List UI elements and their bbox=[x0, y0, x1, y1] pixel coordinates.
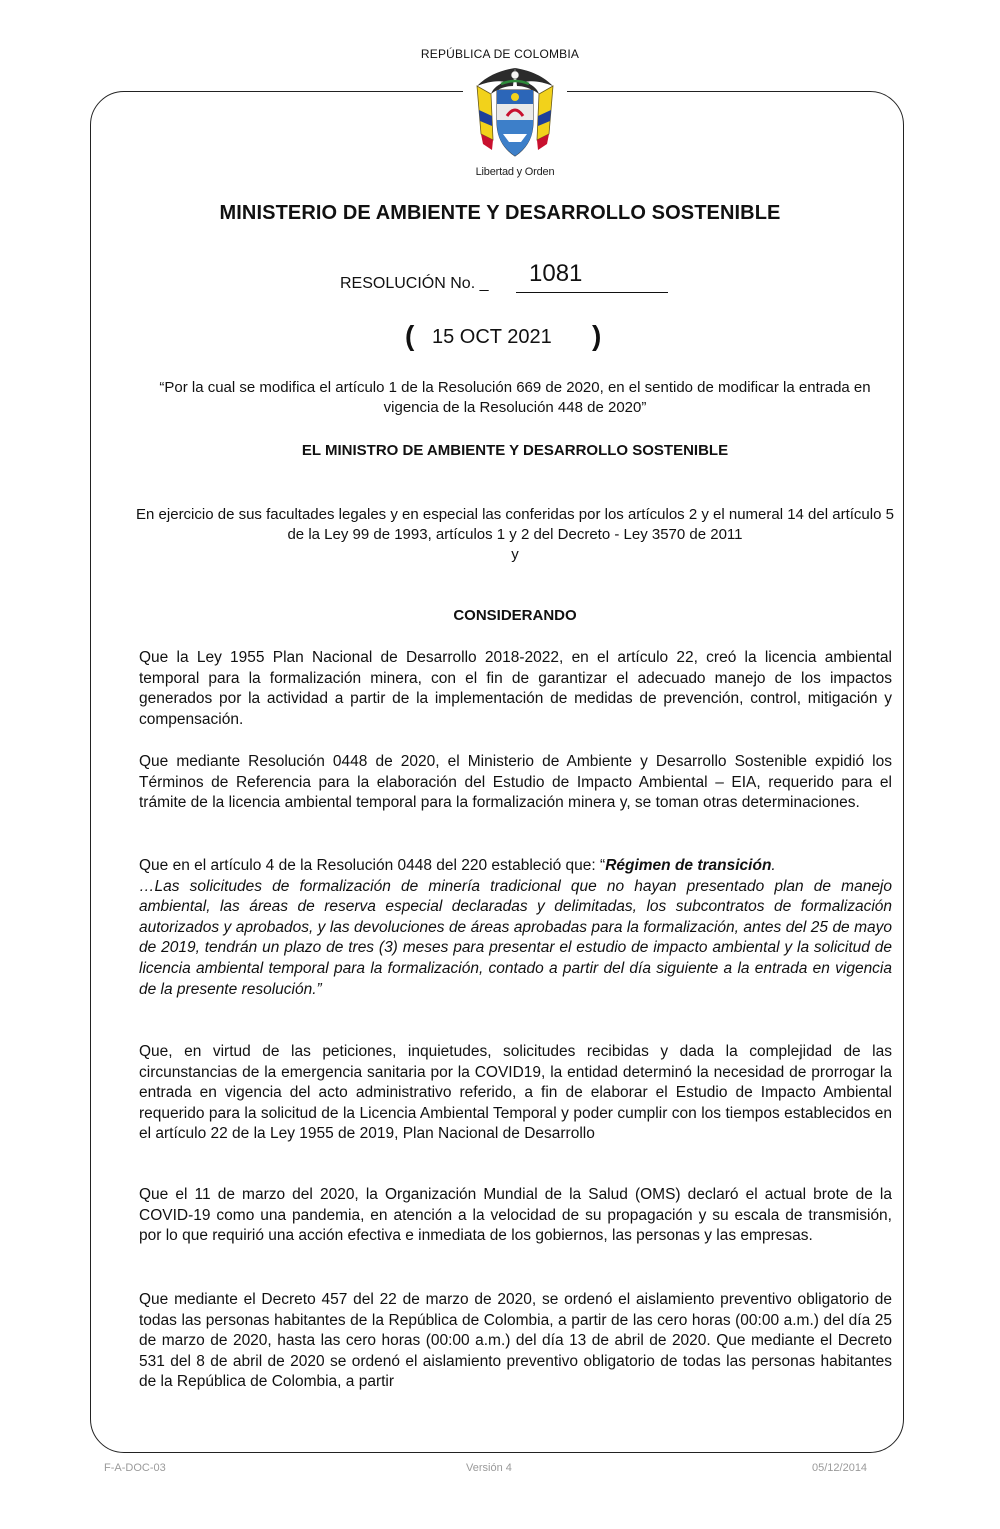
considering-paragraph-5: Que el 11 de marzo del 2020, la Organización Mundial de la Salud (OMS) declaró el actual brote de la COVID-19 como una pandemia, en atención a la velocidad de su propagación y su escala de transmisión, por lo que requirió una acción efectiva e inmediata de los gobiernos, las personas y las empresas. bbox=[139, 1186, 892, 1245]
resolution-date-line bbox=[0, 320, 1000, 360]
considering-paragraph-4: Que, en virtud de las peticiones, inquietudes, solicitudes recibidas y dada la complejidad de las circunstancias de la emergencia sanitaria por la COVID19, la entidad determinó la necesidad de prorrogar la entrada en vigencia del acto administrativo referido, a fin de elaborar el Estudio de Impacto Ambiental requerido para la solicitud de la Licencia Ambiental Temporal y poder cumplir con los tiempos establecidos en el artículo 22 de la Ley 1955 de 2019, Plan Nacional de Desarrollo bbox=[139, 1043, 892, 1143]
paragraph-3-intro: Que en el artículo 4 de la Resolución 0448 del 220 estableció que: “ bbox=[139, 857, 606, 874]
coat-of-arms bbox=[463, 64, 567, 184]
ministry-title: MINISTERIO DE AMBIENTE Y DESARROLLO SOSTENIBLE bbox=[219, 202, 781, 224]
crest-motto: Libertad y Orden bbox=[475, 166, 555, 178]
paragraph-3-period: . bbox=[771, 857, 776, 874]
considering-paragraph-6: Que mediante el Decreto 457 del 22 de marzo de 2020, se ordenó el aislamiento preventivo obligatorio de todas las personas habitantes de la República de Colombia, a partir de las cero horas (00:00 a.m.) del día 25 de marzo de 2020, hasta las cero horas (00:00 a.m.) del día 13 de abril de 2020. Que mediante el Decreto 531 del 8 de abril de 2020 se ordenó el aislamiento preventivo obligatorio de todas las personas habitantes de la República de Colombia, a partir bbox=[139, 1291, 892, 1391]
paragraph-3-heading: Régimen de transición bbox=[605, 857, 772, 874]
considering-paragraph-1: Que la Ley 1955 Plan Nacional de Desarrollo 2018-2022, en el artículo 22, creó la licencia ambiental temporal para la formalización minera, con el fin de garantizar el adecuado manejo de los impactos generados por la actividad a partir de la implementación de medidas de prevención, control, mitigación y compensación. bbox=[139, 649, 892, 728]
resolution-number: 1081 bbox=[529, 260, 583, 287]
considering-heading: CONSIDERANDO bbox=[453, 607, 577, 624]
considering-paragraph-3 bbox=[139, 856, 892, 1000]
footer-version: Versión 4 bbox=[466, 1462, 512, 1474]
resolution-underline bbox=[516, 292, 668, 293]
faculties-conjunction: y bbox=[511, 546, 519, 563]
close-parenthesis: ) bbox=[592, 320, 602, 351]
open-parenthesis: ( bbox=[405, 320, 415, 351]
faculties-paragraph bbox=[136, 505, 894, 565]
resolution-label: RESOLUCIÓN No. _ bbox=[340, 275, 489, 292]
coat-of-arms-icon bbox=[463, 64, 567, 164]
minister-heading: EL MINISTRO DE AMBIENTE Y DESARROLLO SOSTENIBLE bbox=[301, 442, 729, 459]
footer-form-code: F-A-DOC-03 bbox=[104, 1462, 166, 1474]
resolution-number-line bbox=[340, 260, 680, 296]
country-header: REPÚBLICA DE COLOMBIA bbox=[420, 47, 580, 61]
paragraph-3-quote: …Las solicitudes de formalización de minería tradicional que no hayan presentado plan de manejo ambiental, las áreas de reserva especial declaradas y delimitadas, los subcontratos de formalización autorizados y aprobados, y las devoluciones de áreas aprobadas para la formalización, antes del 25 de mayo de 2019, tendrán un plazo de tres (3) meses para presentar el estudio de impacto ambiental y la solicitud de licencia ambiental temporal para la formalización, contado a partir del día siguiente a la entrada en vigencia de la presente resolución.” bbox=[139, 877, 892, 998]
considering-paragraph-2: Que mediante Resolución 0448 de 2020, el Ministerio de Ambiente y Desarrollo Sostenible expidió los Términos de Referencia para la elaboración del Estudio de Impacto Ambiental – EIA, requerido para el trámite de la licencia ambiental temporal para la formalización minera y, se toman otras determinaciones. bbox=[139, 753, 892, 812]
footer-date: 05/12/2014 bbox=[812, 1462, 868, 1474]
faculties-text: En ejercicio de sus facultades legales y en especial las conferidas por los artículos 2 y el numeral 14 del artículo 5 de la Ley 99 de 1993, artículos 1 y 2 del Decreto - Ley 3570 de 2011 bbox=[136, 506, 894, 543]
resolution-date: 15 OCT 2021 bbox=[432, 326, 552, 348]
resolution-epigraph: “Por la cual se modifica el artículo 1 de la Resolución 669 de 2020, en el sentido de modificar la entrada en vigencia de la Resolución 448 de 2020” bbox=[159, 379, 871, 416]
